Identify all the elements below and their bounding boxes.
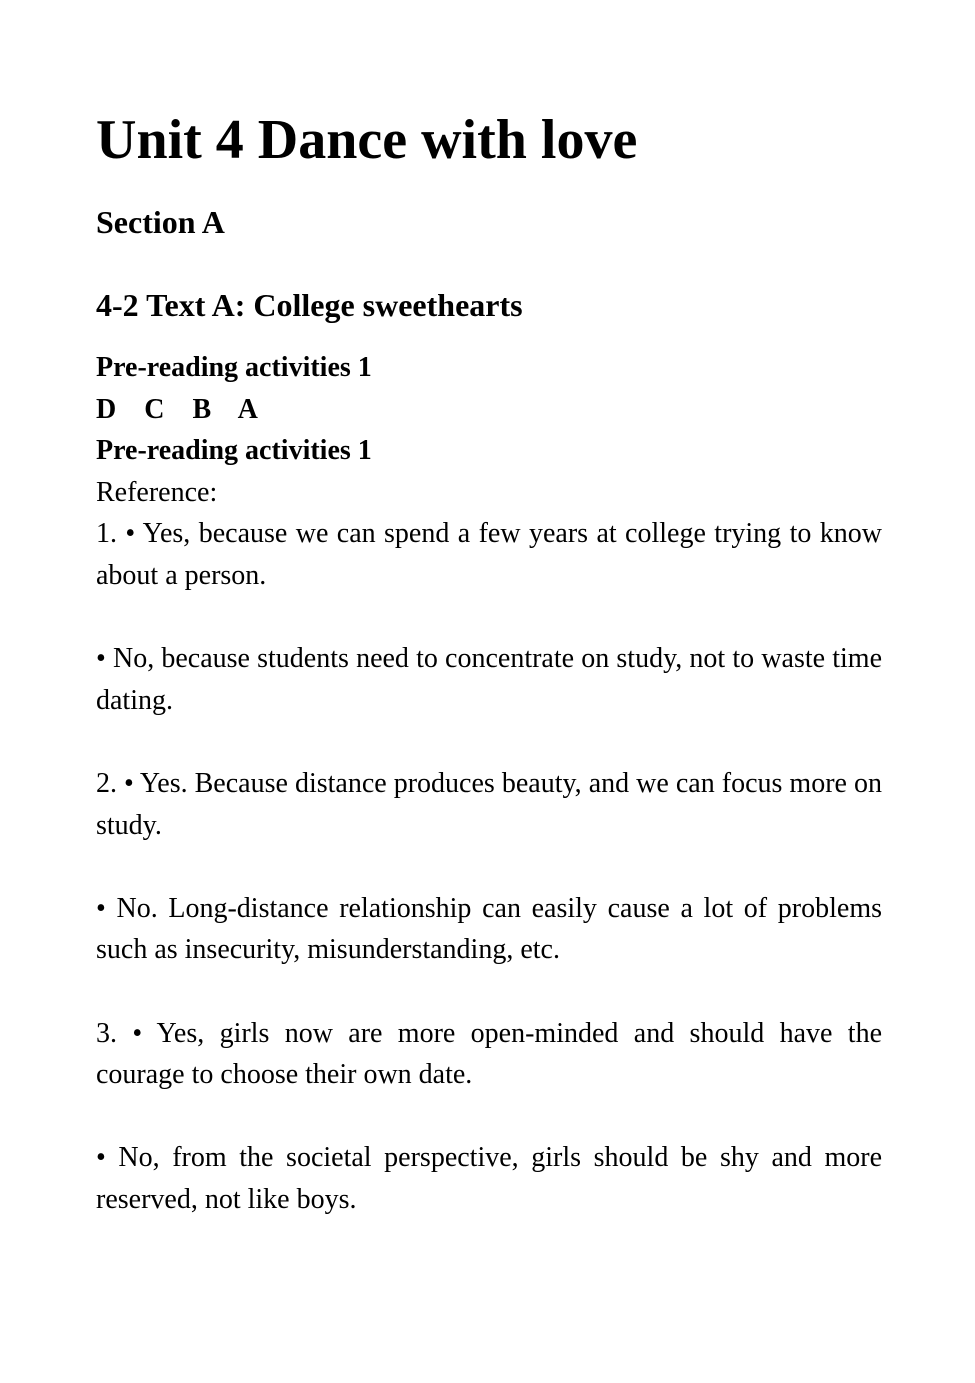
text-title: 4-2 Text A: College sweethearts [96, 287, 523, 323]
reference-label: Reference: [96, 476, 218, 508]
section-title: Section A [96, 204, 225, 240]
paragraph-spacer [96, 597, 882, 639]
answer-paragraph: 2. • Yes. Because distance produces beauty, and we can focus more on study. [96, 767, 882, 841]
document-body [96, 347, 882, 1220]
paragraph-spacer [96, 1096, 882, 1138]
answer-paragraph: • No, because students need to concentrate on study, not to waste time dating. [96, 643, 882, 716]
paragraph-spacer [96, 846, 882, 888]
answer-paragraph: 1. • Yes, because we can spend a few years at college trying to know about a person. [96, 518, 882, 591]
answer-paragraph: 3. • Yes, girls now are more open-minded and should have the courage to choose their own date. [96, 1017, 882, 1091]
pre-reading-heading-1: Pre-reading activities 1 [96, 352, 372, 383]
answer-paragraph: • No, from the societal perspective, girls should be shy and more reserved, not like boys. [96, 1142, 882, 1215]
pre-reading-heading-2: Pre-reading activities 1 [96, 435, 372, 467]
paragraph-spacer [96, 971, 882, 1013]
paragraph-spacer [96, 721, 882, 763]
answer-paragraph: • No. Long-distance relationship can easily cause a lot of problems such as insecurity, misunderstanding, etc. [96, 892, 882, 966]
answer-key: D C B A [96, 393, 258, 425]
unit-title: Unit 4 Dance with love [96, 109, 638, 171]
